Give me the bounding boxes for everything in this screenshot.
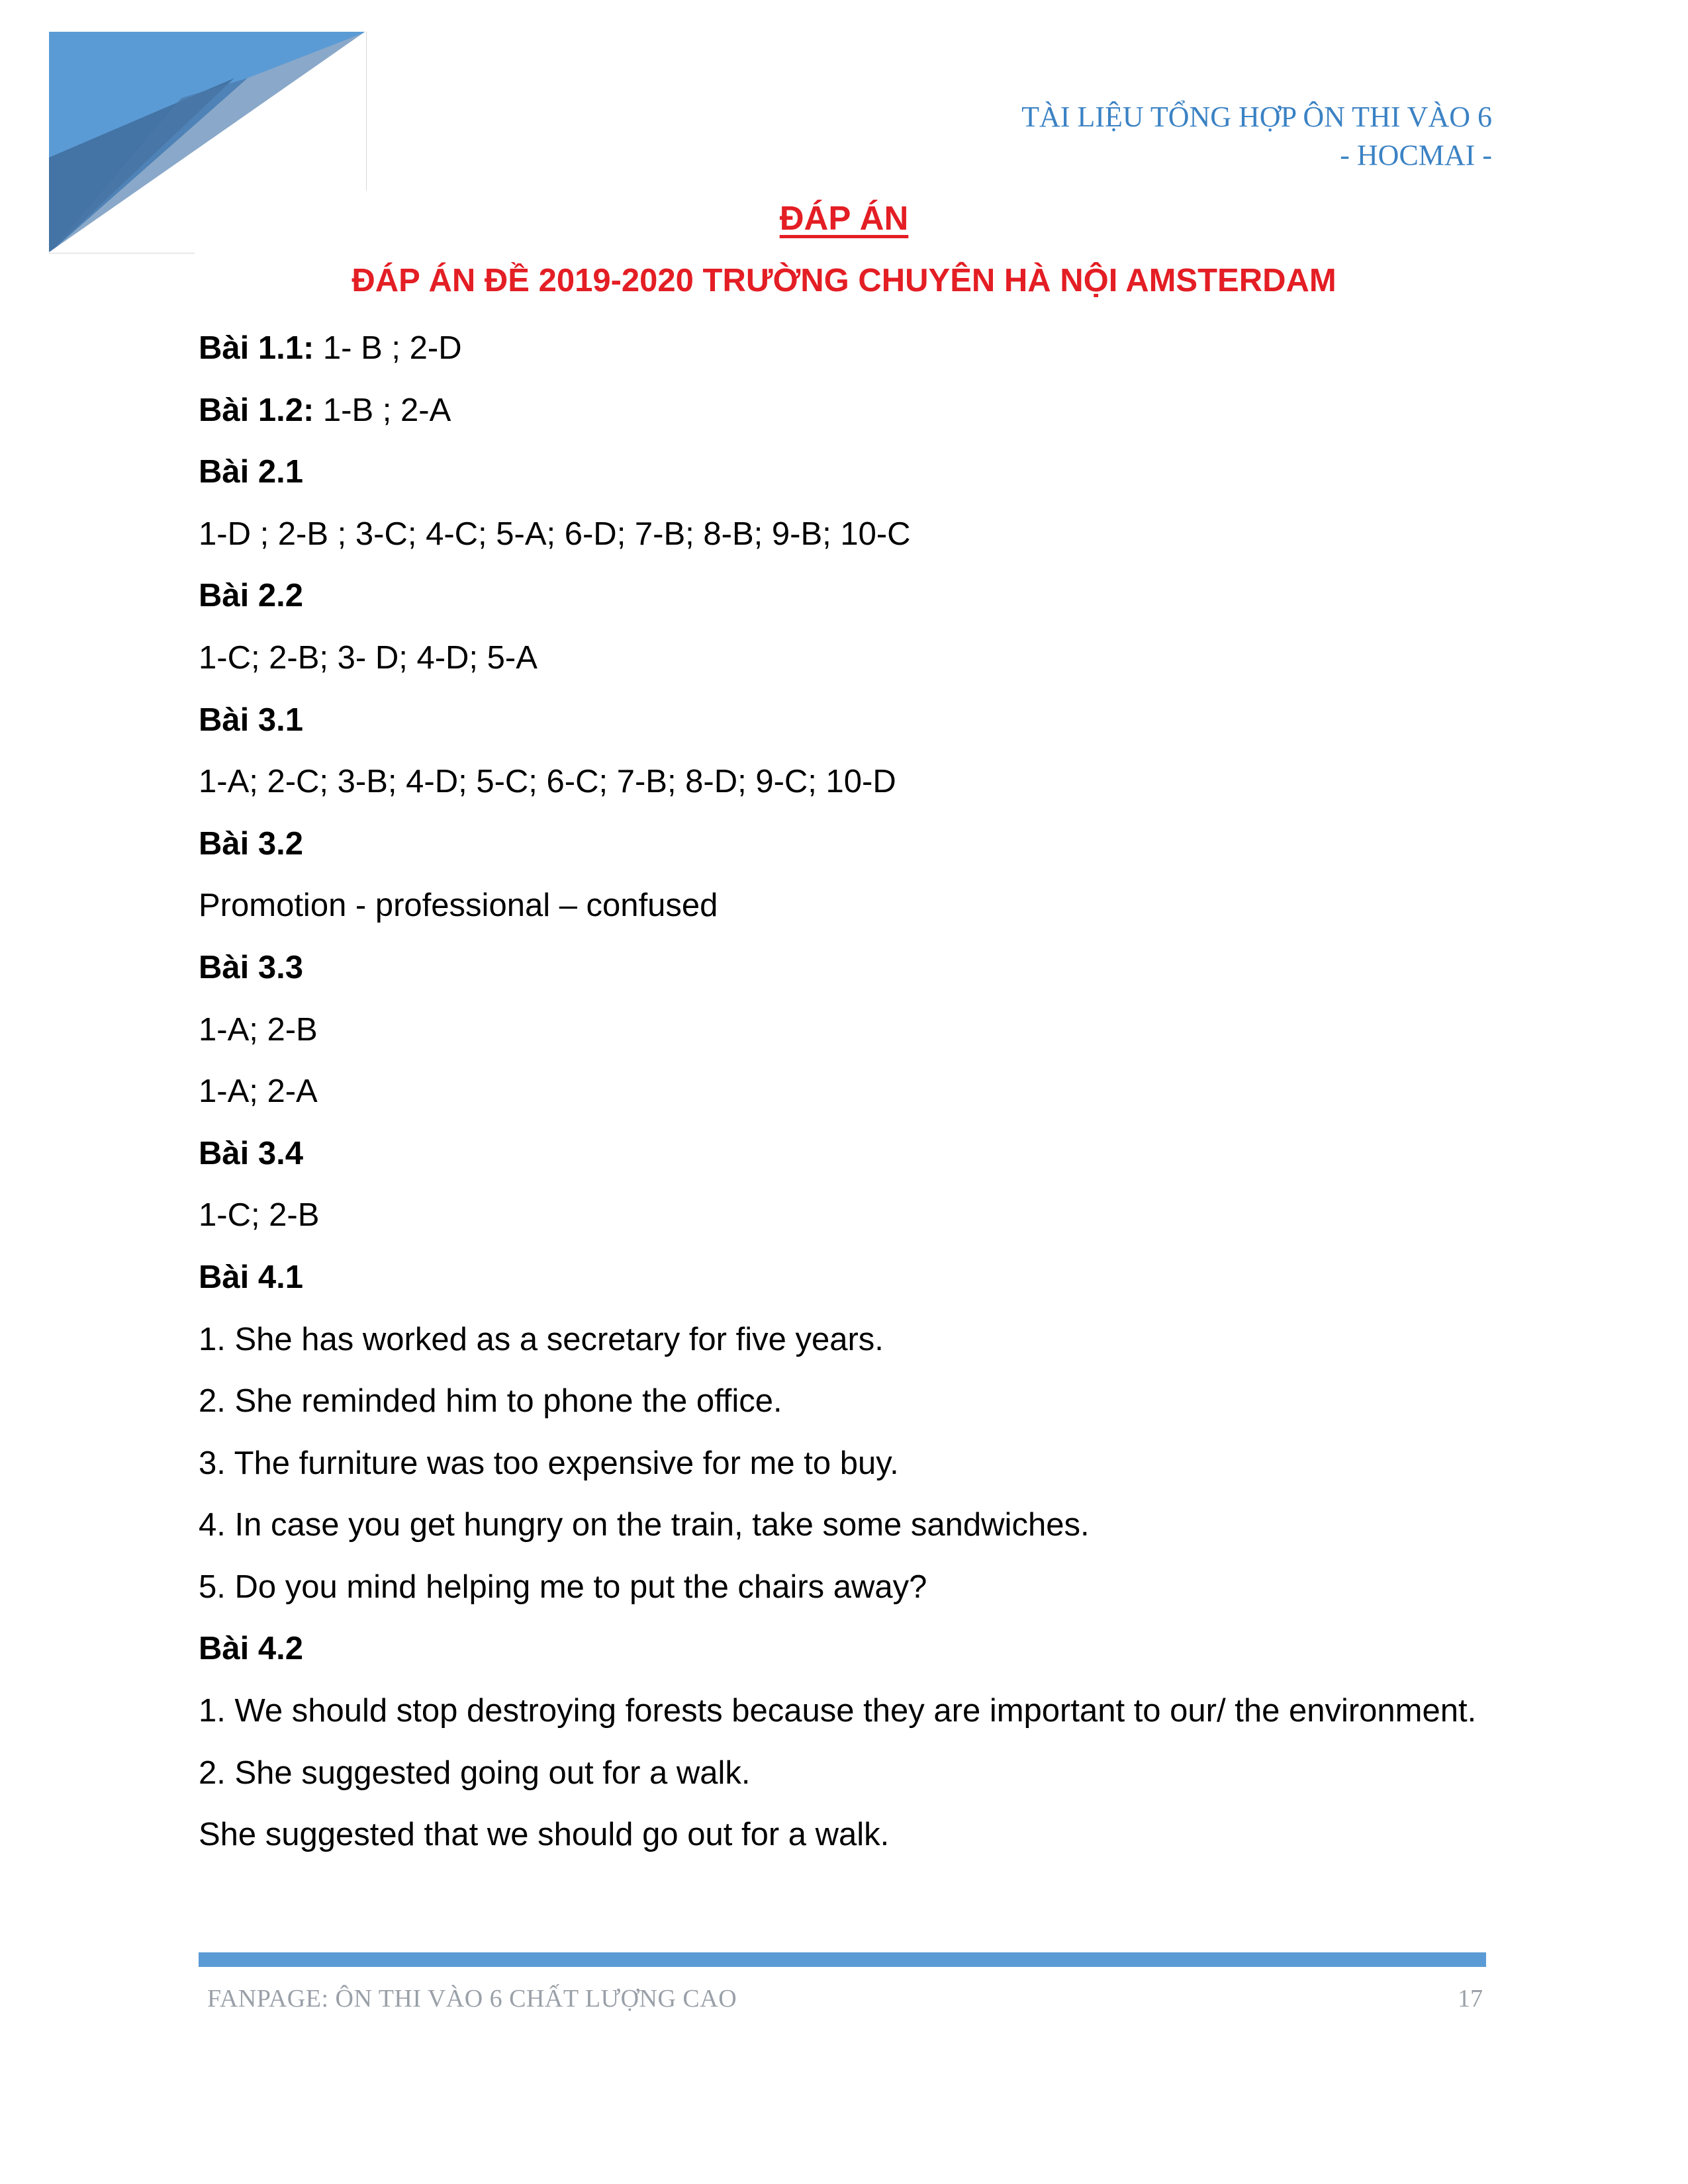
answer-line	[199, 1494, 1486, 1557]
answer-line	[199, 1309, 1486, 1371]
answer-line	[199, 875, 1486, 937]
section-label: Bài 1.1:	[199, 330, 314, 366]
section-heading	[199, 937, 1486, 999]
answer-text: 1. She has worked as a secretary for five years.	[199, 1321, 884, 1357]
header-title: TÀI LIỆU TỔNG HỢP ÔN THI VÀO 6	[1021, 101, 1492, 133]
header-brand: - HOCMAI -	[1340, 139, 1492, 171]
answer-line	[199, 627, 1486, 690]
section-label: Bài 2.2	[199, 578, 303, 614]
answer-line	[199, 380, 1486, 442]
section-heading	[199, 441, 1486, 504]
footer-fanpage: FANPAGE: ÔN THI VÀO 6 CHẤT LƯỢNG CAO	[207, 1985, 737, 2013]
answer-line	[199, 1804, 1486, 1866]
section-heading	[199, 1247, 1486, 1309]
answer-text: She suggested that we should go out for a walk.	[199, 1817, 890, 1853]
page-title: ĐÁP ÁN	[779, 199, 909, 237]
document-header	[1021, 98, 1492, 175]
section-label: Bài 3.3	[199, 949, 303, 985]
answer-line	[199, 504, 1486, 566]
answer-text: 1- B ; 2-D	[314, 330, 462, 366]
answer-text: 4. In case you get hungry on the train, take some sandwiches.	[199, 1507, 1090, 1543]
answer-line	[199, 1371, 1486, 1433]
answer-line	[199, 1433, 1486, 1495]
section-heading	[199, 690, 1486, 752]
answer-text: Promotion - professional – confused	[199, 887, 718, 924]
section-heading	[199, 1618, 1486, 1680]
answer-line	[199, 1680, 1486, 1743]
answer-content	[199, 318, 1486, 1866]
answer-line	[199, 1185, 1486, 1247]
answer-line	[199, 1743, 1486, 1805]
section-heading	[199, 565, 1486, 627]
answer-text: 3. The furniture was too expensive for me to buy.	[199, 1445, 899, 1481]
answer-text: 1. We should stop destroying forests because they are important to our/ the environment.	[199, 1693, 1477, 1729]
answer-text: 1-B ; 2-A	[314, 392, 451, 428]
answer-text: 2. She reminded him to phone the office.	[199, 1383, 782, 1420]
answer-text: 2. She suggested going out for a walk.	[199, 1754, 751, 1791]
answer-text: 1-C; 2-B	[199, 1197, 320, 1234]
page-subtitle: ĐÁP ÁN ĐỀ 2019-2020 TRƯỜNG CHUYÊN HÀ NỘI AMSTERDAM	[352, 263, 1336, 298]
section-label: Bài 4.1	[199, 1259, 303, 1295]
page-number: 17	[1458, 1985, 1483, 2013]
answer-text: 1-A; 2-C; 3-B; 4-D; 5-C; 6-C; 7-B; 8-D; 9-C; 10-D	[199, 764, 896, 800]
answer-line	[199, 751, 1486, 813]
answer-text: 1-A; 2-A	[199, 1073, 318, 1110]
answer-line	[199, 1557, 1486, 1619]
answer-line	[199, 999, 1486, 1062]
answer-line	[199, 1061, 1486, 1123]
section-label: Bài 1.2:	[199, 392, 314, 428]
section-label: Bài 2.1	[199, 454, 303, 490]
answer-text: 1-C; 2-B; 3- D; 4-D; 5-A	[199, 639, 538, 676]
answer-text: 5. Do you mind helping me to put the chairs away?	[199, 1569, 927, 1605]
section-label: Bài 3.4	[199, 1135, 303, 1171]
section-label: Bài 4.2	[199, 1631, 303, 1667]
answer-line	[199, 318, 1486, 380]
section-heading	[199, 1123, 1486, 1185]
answer-text: 1-D ; 2-B ; 3-C; 4-C; 5-A; 6-D; 7-B; 8-B; 9-B; 10-C	[199, 516, 911, 552]
footer-divider	[199, 1952, 1486, 1967]
section-label: Bài 3.1	[199, 702, 303, 738]
section-label: Bài 3.2	[199, 825, 303, 862]
answer-text: 1-A; 2-B	[199, 1011, 318, 1048]
section-heading	[199, 813, 1486, 876]
